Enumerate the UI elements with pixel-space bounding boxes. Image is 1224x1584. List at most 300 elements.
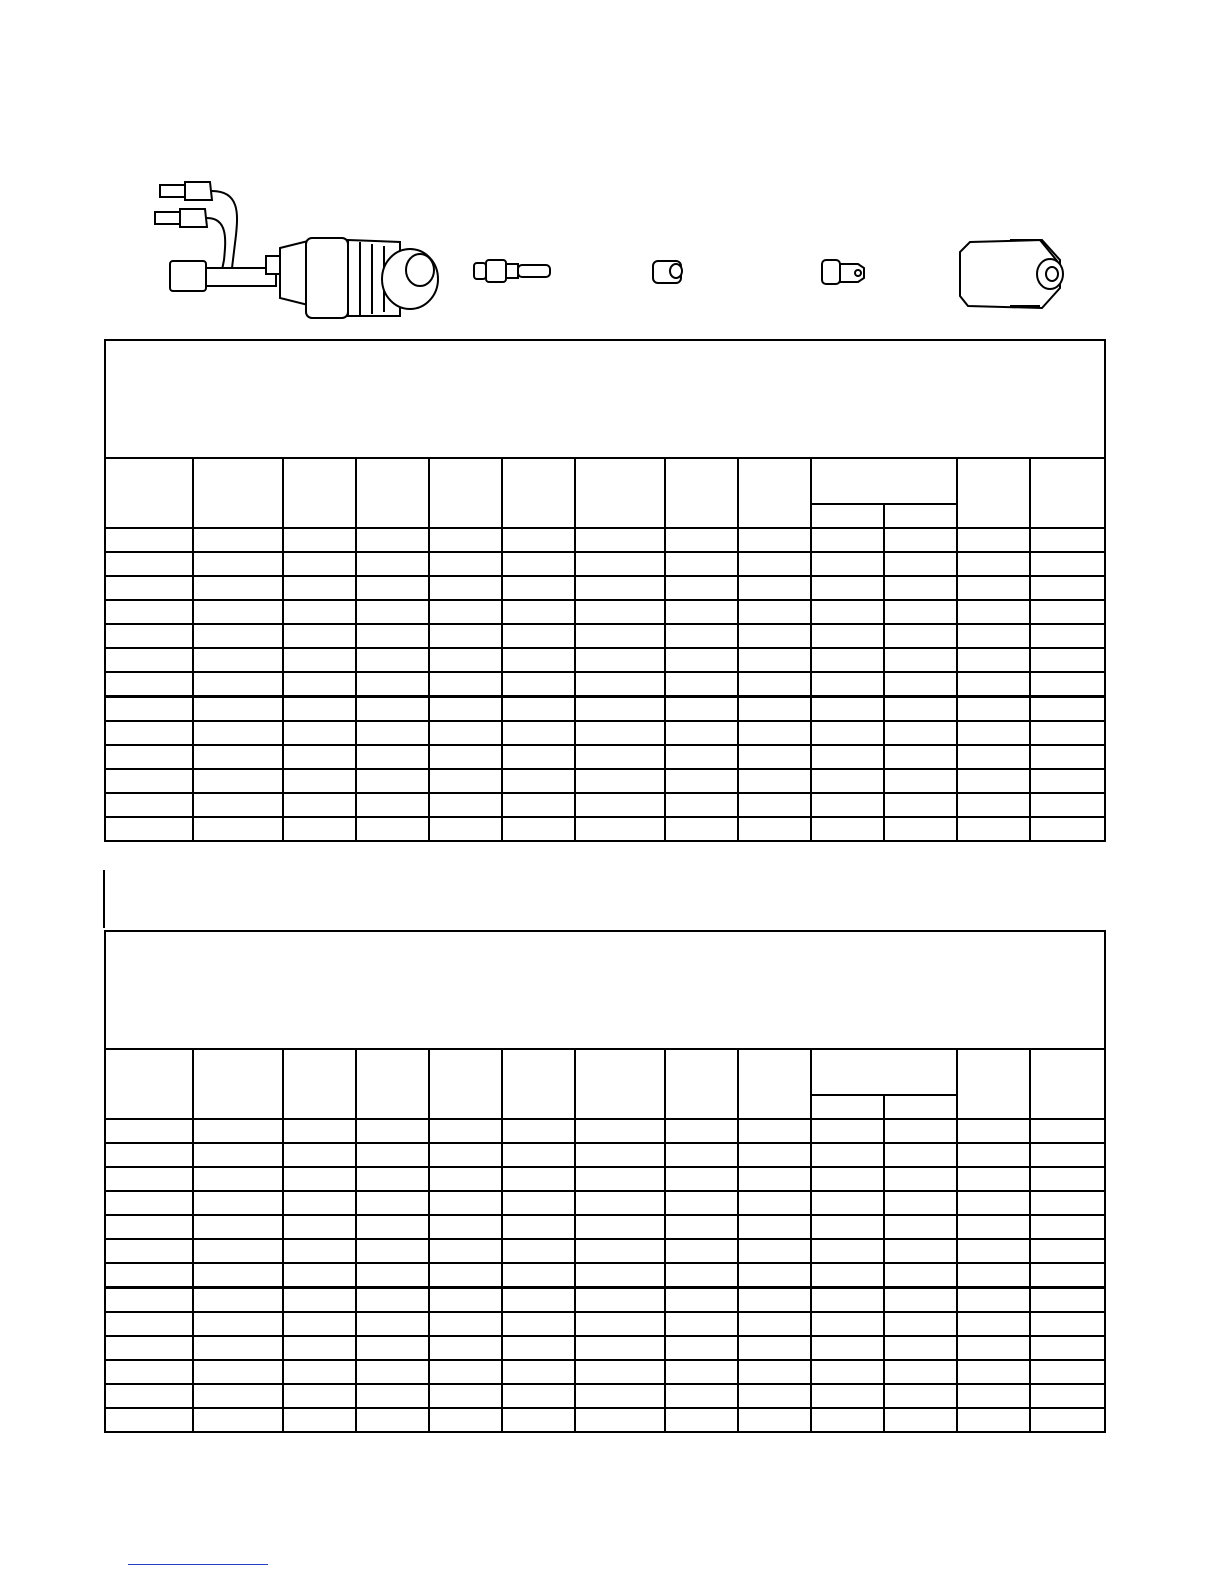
table-cell	[283, 528, 356, 552]
table-cell	[193, 1408, 283, 1432]
column-header	[738, 458, 811, 528]
table-cell	[811, 1239, 884, 1263]
column-header	[665, 1049, 738, 1119]
column-header	[356, 1049, 429, 1119]
table-cell	[665, 817, 738, 841]
table-cell	[1030, 1408, 1105, 1432]
table-cell	[502, 672, 575, 697]
table-cell	[193, 721, 283, 745]
table-cell	[283, 1167, 356, 1191]
table-cell	[429, 528, 502, 552]
table-cell	[957, 1191, 1030, 1215]
table-cell	[193, 1336, 283, 1360]
sub-column-header	[884, 1095, 957, 1119]
table-cell	[957, 1119, 1030, 1143]
table-cell	[502, 552, 575, 576]
table-cell	[1030, 745, 1105, 769]
table-cell	[957, 672, 1030, 697]
table-cell	[1030, 1191, 1105, 1215]
table-cell	[1030, 721, 1105, 745]
table-cell	[575, 793, 665, 817]
table-cell	[1030, 1288, 1105, 1313]
table-cell	[957, 1215, 1030, 1239]
table-cell	[957, 1408, 1030, 1432]
table-cell	[193, 624, 283, 648]
table-row	[105, 528, 1105, 552]
table-cell	[811, 793, 884, 817]
table-cell	[283, 745, 356, 769]
table-cell	[105, 552, 193, 576]
table-cell	[429, 1408, 502, 1432]
table-cell	[105, 528, 193, 552]
table-cell	[884, 793, 957, 817]
column-header	[193, 458, 283, 528]
table-row	[105, 1119, 1105, 1143]
table-cell	[665, 1263, 738, 1288]
table-cell	[884, 697, 957, 722]
table-cell	[811, 624, 884, 648]
table-cell	[356, 1263, 429, 1288]
table-cell	[502, 1408, 575, 1432]
table-cell	[429, 721, 502, 745]
table-cell	[665, 1408, 738, 1432]
table-cell	[105, 697, 193, 722]
table-title	[105, 931, 1105, 1049]
table-cell	[884, 1408, 957, 1432]
table-cell	[811, 1215, 884, 1239]
table-cell	[193, 528, 283, 552]
table-cell	[356, 793, 429, 817]
table-cell	[1030, 1263, 1105, 1288]
table-cell	[575, 769, 665, 793]
table-cell	[1030, 1215, 1105, 1239]
table-cell	[356, 672, 429, 697]
table-cell	[811, 672, 884, 697]
table-row	[105, 793, 1105, 817]
table-cell	[665, 1239, 738, 1263]
table-cell	[429, 1312, 502, 1336]
table-cell	[665, 1288, 738, 1313]
table-cell	[957, 1263, 1030, 1288]
table-cell	[575, 697, 665, 722]
table-cell	[193, 769, 283, 793]
table-cell	[811, 769, 884, 793]
column-header	[665, 458, 738, 528]
table-cell	[1030, 1312, 1105, 1336]
table-cell	[193, 1167, 283, 1191]
table-cell	[429, 1239, 502, 1263]
table-cell	[575, 1191, 665, 1215]
table-cell	[429, 552, 502, 576]
column-header	[283, 1049, 356, 1119]
table-cell	[884, 769, 957, 793]
table-cell	[575, 528, 665, 552]
table-cell	[575, 1143, 665, 1167]
column-header	[429, 458, 502, 528]
table-cell	[665, 1215, 738, 1239]
table-cell	[811, 1119, 884, 1143]
table-cell	[429, 1167, 502, 1191]
table-row	[105, 1167, 1105, 1191]
table-cell	[283, 624, 356, 648]
table-cell	[738, 1288, 811, 1313]
table-row	[105, 1288, 1105, 1313]
table-cell	[738, 528, 811, 552]
table-cell	[356, 817, 429, 841]
table-cell	[1030, 528, 1105, 552]
table-cell	[283, 793, 356, 817]
table-cell	[356, 552, 429, 576]
table-cell	[429, 1288, 502, 1313]
table-cell	[356, 1215, 429, 1239]
table-cell	[884, 1239, 957, 1263]
table-cell	[356, 1360, 429, 1384]
table-cell	[105, 1143, 193, 1167]
table-cell	[665, 1191, 738, 1215]
table-cell	[356, 576, 429, 600]
column-group-header	[811, 458, 957, 504]
table-cell	[665, 576, 738, 600]
table-cell	[193, 1239, 283, 1263]
table-cell	[884, 624, 957, 648]
table-cell	[1030, 576, 1105, 600]
table-row	[105, 1384, 1105, 1408]
table-cell	[193, 745, 283, 769]
column-header	[502, 458, 575, 528]
table-cell	[1030, 1167, 1105, 1191]
table-cell	[665, 552, 738, 576]
table-cell	[429, 1215, 502, 1239]
table-cell	[502, 1263, 575, 1288]
table-cell	[356, 1167, 429, 1191]
table-cell	[502, 1312, 575, 1336]
table-cell	[502, 1191, 575, 1215]
table-cell	[738, 1336, 811, 1360]
table-cell	[738, 1360, 811, 1384]
table-cell	[738, 624, 811, 648]
table-cell	[957, 1288, 1030, 1313]
table-cell	[1030, 1336, 1105, 1360]
table-cell	[105, 576, 193, 600]
table-cell	[283, 1288, 356, 1313]
table-cell	[811, 745, 884, 769]
table-cell	[283, 600, 356, 624]
table-cell	[1030, 1384, 1105, 1408]
table-cell	[193, 1384, 283, 1408]
table-cell	[884, 600, 957, 624]
table-cell	[193, 1360, 283, 1384]
table-row	[105, 769, 1105, 793]
table-cell	[575, 624, 665, 648]
table-cell	[105, 1336, 193, 1360]
table-cell	[575, 1167, 665, 1191]
table-cell	[811, 1336, 884, 1360]
column-header	[575, 1049, 665, 1119]
table-cell	[665, 624, 738, 648]
table-cell	[884, 672, 957, 697]
table-cell	[429, 769, 502, 793]
table-cell	[811, 1191, 884, 1215]
table-cell	[356, 1408, 429, 1432]
table-cell	[665, 769, 738, 793]
table-cell	[665, 1119, 738, 1143]
table-cell	[738, 1215, 811, 1239]
table-cell	[575, 1119, 665, 1143]
table-cell	[884, 1384, 957, 1408]
column-header	[429, 1049, 502, 1119]
table-cell	[193, 793, 283, 817]
table-cell	[575, 721, 665, 745]
table-cell	[193, 1215, 283, 1239]
torch-head-icon	[155, 182, 438, 318]
table-cell	[193, 1263, 283, 1288]
table-cell	[957, 721, 1030, 745]
table-cell	[356, 697, 429, 722]
table-row	[105, 624, 1105, 648]
table-cell	[738, 1239, 811, 1263]
table-cell	[575, 648, 665, 672]
column-group-header	[811, 1049, 957, 1095]
table-cell	[429, 648, 502, 672]
table-cell	[502, 817, 575, 841]
table-cell	[665, 1384, 738, 1408]
table-cell	[738, 817, 811, 841]
table-cell	[665, 721, 738, 745]
table-cell	[957, 793, 1030, 817]
table-cell	[811, 1312, 884, 1336]
table-cell	[957, 552, 1030, 576]
table-row	[105, 552, 1105, 576]
table-cell	[193, 1191, 283, 1215]
table-cell	[665, 1360, 738, 1384]
table-cell	[957, 1384, 1030, 1408]
consumable-parts-illustration	[0, 160, 1224, 320]
table-cell	[105, 1263, 193, 1288]
table-cell	[884, 817, 957, 841]
table-body	[105, 1119, 1105, 1432]
table-cell	[105, 721, 193, 745]
table-cell	[957, 624, 1030, 648]
table-cell	[811, 1263, 884, 1288]
table-cell	[283, 1312, 356, 1336]
table-cell	[1030, 1119, 1105, 1143]
table-cell	[502, 1336, 575, 1360]
table-cell	[105, 793, 193, 817]
shield-cup-icon	[960, 240, 1063, 308]
table-cell	[1030, 1360, 1105, 1384]
table-cell	[811, 1384, 884, 1408]
table-cell	[283, 1384, 356, 1408]
swirl-ring-icon	[653, 261, 682, 283]
table-cell	[429, 1263, 502, 1288]
table-row	[105, 1215, 1105, 1239]
table-cell	[811, 817, 884, 841]
table-cell	[884, 576, 957, 600]
table-cell	[502, 745, 575, 769]
table-cell	[738, 745, 811, 769]
table-row	[105, 672, 1105, 697]
table-cell	[105, 1215, 193, 1239]
table-cell	[283, 769, 356, 793]
table-cell	[105, 1384, 193, 1408]
table-row	[105, 1408, 1105, 1432]
table-cell	[957, 1143, 1030, 1167]
table-cell	[193, 576, 283, 600]
table-cell	[1030, 1239, 1105, 1263]
table-cell	[502, 1215, 575, 1239]
table-cell	[665, 528, 738, 552]
table-cell	[811, 1360, 884, 1384]
table-cell	[356, 1239, 429, 1263]
table-cell	[665, 672, 738, 697]
table-cell	[957, 817, 1030, 841]
table-row	[105, 721, 1105, 745]
table-row	[105, 697, 1105, 722]
table-cell	[1030, 817, 1105, 841]
table-row	[105, 745, 1105, 769]
table-cell	[429, 745, 502, 769]
table-cell	[575, 1360, 665, 1384]
table-cell	[502, 624, 575, 648]
table-cell	[105, 648, 193, 672]
table-cell	[105, 1288, 193, 1313]
table-row	[105, 817, 1105, 841]
table-cell	[502, 697, 575, 722]
table-cell	[105, 1312, 193, 1336]
table-cell	[884, 552, 957, 576]
table-cell	[356, 648, 429, 672]
table-cell	[429, 1191, 502, 1215]
table-cell	[575, 1239, 665, 1263]
table-row	[105, 1143, 1105, 1167]
table-cell	[738, 1312, 811, 1336]
table-cell	[356, 745, 429, 769]
table-cell	[738, 1384, 811, 1408]
footer-link[interactable]	[128, 1550, 268, 1565]
column-header	[105, 458, 193, 528]
table-cell	[665, 648, 738, 672]
table-cell	[738, 721, 811, 745]
table-cell	[105, 1191, 193, 1215]
table-cell	[429, 1336, 502, 1360]
table-cell	[502, 793, 575, 817]
table-cell	[665, 1312, 738, 1336]
table-cell	[884, 1336, 957, 1360]
table-row	[105, 1239, 1105, 1263]
table-cell	[283, 817, 356, 841]
table-cell	[105, 1408, 193, 1432]
table-cell	[957, 1336, 1030, 1360]
table-cell	[283, 552, 356, 576]
table-cell	[1030, 672, 1105, 697]
table-cell	[356, 1143, 429, 1167]
table-cell	[105, 1360, 193, 1384]
table-title	[105, 340, 1105, 458]
table-cell	[738, 672, 811, 697]
table-cell	[575, 1312, 665, 1336]
table-cell	[283, 1336, 356, 1360]
table-cell	[283, 1215, 356, 1239]
table-cell	[502, 528, 575, 552]
table-cell	[1030, 648, 1105, 672]
column-header	[1030, 1049, 1105, 1119]
table-cell	[429, 576, 502, 600]
table-cell	[738, 1119, 811, 1143]
sub-column-header	[884, 504, 957, 528]
table-cell	[502, 648, 575, 672]
table-cell	[283, 1191, 356, 1215]
table-cell	[356, 1191, 429, 1215]
table-cell	[957, 745, 1030, 769]
table-cell	[105, 745, 193, 769]
table-cell	[884, 721, 957, 745]
table-cell	[429, 672, 502, 697]
table-cell	[738, 648, 811, 672]
table-cell	[957, 600, 1030, 624]
table-cell	[193, 1119, 283, 1143]
table-cell	[884, 1215, 957, 1239]
table-cell	[502, 1360, 575, 1384]
table-cell	[283, 1143, 356, 1167]
table-cell	[884, 648, 957, 672]
table-cell	[575, 1215, 665, 1239]
table-cell	[738, 1191, 811, 1215]
table-cell	[957, 528, 1030, 552]
table-cell	[957, 769, 1030, 793]
table-cell	[356, 1288, 429, 1313]
table-cell	[575, 672, 665, 697]
table-cell	[429, 817, 502, 841]
table-cell	[884, 528, 957, 552]
table-cell	[193, 600, 283, 624]
table-cell	[193, 648, 283, 672]
table-cell	[884, 1288, 957, 1313]
table-cell	[957, 697, 1030, 722]
table-cell	[105, 672, 193, 697]
table-cell	[105, 1167, 193, 1191]
table-cell	[665, 793, 738, 817]
table-row	[105, 1191, 1105, 1215]
table-cell	[193, 672, 283, 697]
table-cell	[502, 769, 575, 793]
table-cell	[665, 1143, 738, 1167]
table-cell	[429, 1384, 502, 1408]
table-cell	[105, 1239, 193, 1263]
table-cell	[957, 576, 1030, 600]
table-cell	[429, 1119, 502, 1143]
table-cell	[356, 624, 429, 648]
table-cell	[811, 1167, 884, 1191]
table-cell	[575, 1288, 665, 1313]
table-cell	[575, 1408, 665, 1432]
table-cell	[884, 1191, 957, 1215]
table-cell	[811, 1143, 884, 1167]
table-cell	[884, 1360, 957, 1384]
table-cell	[283, 1263, 356, 1288]
table-cell	[884, 1167, 957, 1191]
table-cell	[283, 648, 356, 672]
table-row	[105, 1360, 1105, 1384]
margin-rule	[103, 870, 105, 928]
table-cell	[105, 1119, 193, 1143]
column-header	[356, 458, 429, 528]
table-row	[105, 1263, 1105, 1288]
table-cell	[356, 1119, 429, 1143]
table-cell	[1030, 769, 1105, 793]
table-cell	[811, 1288, 884, 1313]
table-cell	[575, 552, 665, 576]
table-cell	[193, 697, 283, 722]
